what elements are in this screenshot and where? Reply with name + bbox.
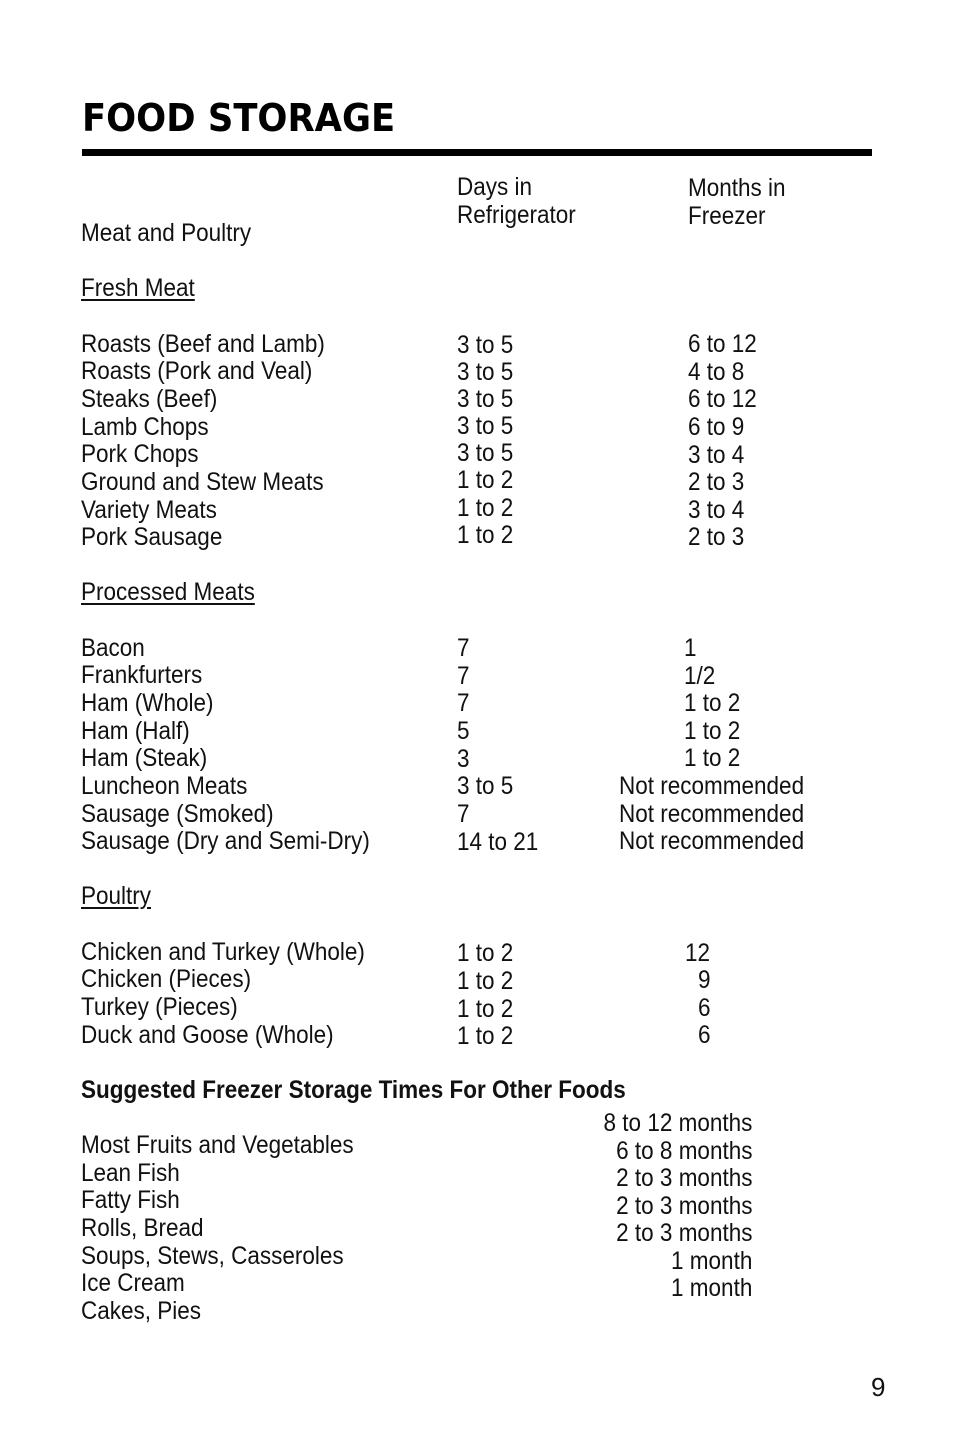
days-header-line1: Days in bbox=[457, 173, 533, 201]
table-row-days: 3 to 5 bbox=[457, 439, 514, 467]
storage-time: 1 month bbox=[670, 1274, 752, 1302]
table-row-days: 3 to 5 bbox=[457, 772, 514, 800]
table-row-months: 6 to 9 bbox=[688, 413, 745, 441]
storage-time: 2 to 3 months bbox=[615, 1219, 752, 1247]
table-row-days: 1 to 2 bbox=[457, 521, 514, 549]
storage-time: 1 month bbox=[670, 1247, 752, 1275]
storage-time: 2 to 3 months bbox=[615, 1192, 752, 1220]
table-row-days: 1 to 2 bbox=[457, 1022, 514, 1050]
table-row-days: 14 to 21 bbox=[457, 828, 539, 856]
table-row-item: Variety Meats bbox=[81, 496, 217, 524]
title-rule bbox=[82, 149, 872, 156]
table-row-months: Not recommended bbox=[619, 800, 805, 828]
table-row-months: 3 to 4 bbox=[688, 496, 745, 524]
storage-time: 8 to 12 months bbox=[603, 1109, 752, 1137]
table-row-days: 3 to 5 bbox=[457, 331, 514, 359]
section-heading-poultry: Poultry bbox=[81, 882, 152, 910]
months-header-line2: Freezer bbox=[688, 202, 766, 230]
list-item: Ice Cream bbox=[81, 1269, 185, 1297]
table-row-months: 4 to 8 bbox=[688, 358, 745, 386]
section-heading-processed-meats: Processed Meats bbox=[81, 578, 255, 606]
table-row-months: Not recommended bbox=[619, 772, 805, 800]
days-header-line2: Refrigerator bbox=[457, 201, 576, 229]
table-row-months: 1 bbox=[684, 634, 697, 662]
table-row-item: Turkey (Pieces) bbox=[81, 993, 238, 1021]
table-row-item: Luncheon Meats bbox=[81, 772, 248, 800]
table-row-days: 7 bbox=[457, 634, 470, 662]
table-row-days: 1 to 2 bbox=[457, 967, 514, 995]
section-heading-fresh-meat: Fresh Meat bbox=[81, 274, 195, 302]
table-row-months: 1 to 2 bbox=[684, 689, 741, 717]
table-row-days: 3 to 5 bbox=[457, 358, 514, 386]
table-row-item: Ham (Half) bbox=[81, 717, 190, 745]
table-row-months: 6 bbox=[698, 994, 711, 1022]
table-row-months: 12 bbox=[685, 939, 711, 967]
table-row-days: 7 bbox=[457, 662, 470, 690]
table-row-item: Frankfurters bbox=[81, 661, 203, 689]
table-row-item: Roasts (Beef and Lamb) bbox=[81, 330, 325, 358]
table-row-item: Steaks (Beef) bbox=[81, 385, 218, 413]
storage-time: 2 to 3 months bbox=[615, 1164, 752, 1192]
table-row-days: 1 to 2 bbox=[457, 466, 514, 494]
table-row-item: Sausage (Smoked) bbox=[81, 800, 274, 828]
table-row-item: Chicken (Pieces) bbox=[81, 965, 252, 993]
list-item: Cakes, Pies bbox=[81, 1297, 202, 1325]
table-row-item: Pork Sausage bbox=[81, 523, 223, 551]
table-row-days: 5 bbox=[457, 717, 470, 745]
table-row-item: Pork Chops bbox=[81, 440, 199, 468]
list-item: Most Fruits and Vegetables bbox=[81, 1131, 354, 1159]
table-row-days: 7 bbox=[457, 800, 470, 828]
table-row-months: 9 bbox=[698, 966, 711, 994]
table-row-months: 3 to 4 bbox=[688, 441, 745, 469]
table-row-days: 3 to 5 bbox=[457, 385, 514, 413]
category-header: Meat and Poultry bbox=[81, 219, 252, 247]
table-row-item: Lamb Chops bbox=[81, 413, 209, 441]
table-row-days: 7 bbox=[457, 689, 470, 717]
months-header-line1: Months in bbox=[688, 174, 786, 202]
table-row-months: 2 to 3 bbox=[688, 468, 745, 496]
table-row-item: Ham (Steak) bbox=[81, 744, 208, 772]
table-row-months: 6 to 12 bbox=[688, 330, 757, 358]
list-item: Lean Fish bbox=[81, 1159, 180, 1187]
table-row-days: 1 to 2 bbox=[457, 939, 514, 967]
table-row-months: 6 bbox=[698, 1021, 711, 1049]
table-row-item: Ground and Stew Meats bbox=[81, 468, 324, 496]
table-row-item: Duck and Goose (Whole) bbox=[81, 1021, 334, 1049]
table-row-item: Sausage (Dry and Semi-Dry) bbox=[81, 827, 370, 855]
list-item: Soups, Stews, Casseroles bbox=[81, 1242, 344, 1270]
table-row-months: 1/2 bbox=[684, 662, 716, 690]
table-row-months: 2 to 3 bbox=[688, 523, 745, 551]
table-row-months: 6 to 12 bbox=[688, 385, 757, 413]
table-row-days: 1 to 2 bbox=[457, 494, 514, 522]
table-row-item: Roasts (Pork and Veal) bbox=[81, 357, 313, 385]
storage-time: 6 to 8 months bbox=[615, 1137, 752, 1165]
page-title: FOOD STORAGE bbox=[82, 96, 396, 140]
section-heading-other-foods: Suggested Freezer Storage Times For Other Foods bbox=[81, 1076, 626, 1104]
table-row-days: 3 to 5 bbox=[457, 412, 514, 440]
table-row-months: 1 to 2 bbox=[684, 744, 741, 772]
table-row-item: Ham (Whole) bbox=[81, 689, 214, 717]
list-item: Rolls, Bread bbox=[81, 1214, 204, 1242]
list-item: Fatty Fish bbox=[81, 1186, 180, 1214]
table-row-days: 1 to 2 bbox=[457, 995, 514, 1023]
page-number: 9 bbox=[871, 1372, 886, 1402]
table-row-days: 3 bbox=[457, 745, 470, 773]
table-row-months: 1 to 2 bbox=[684, 717, 741, 745]
table-row-item: Chicken and Turkey (Whole) bbox=[81, 938, 365, 966]
table-row-months: Not recommended bbox=[619, 827, 805, 855]
table-row-item: Bacon bbox=[81, 634, 145, 662]
